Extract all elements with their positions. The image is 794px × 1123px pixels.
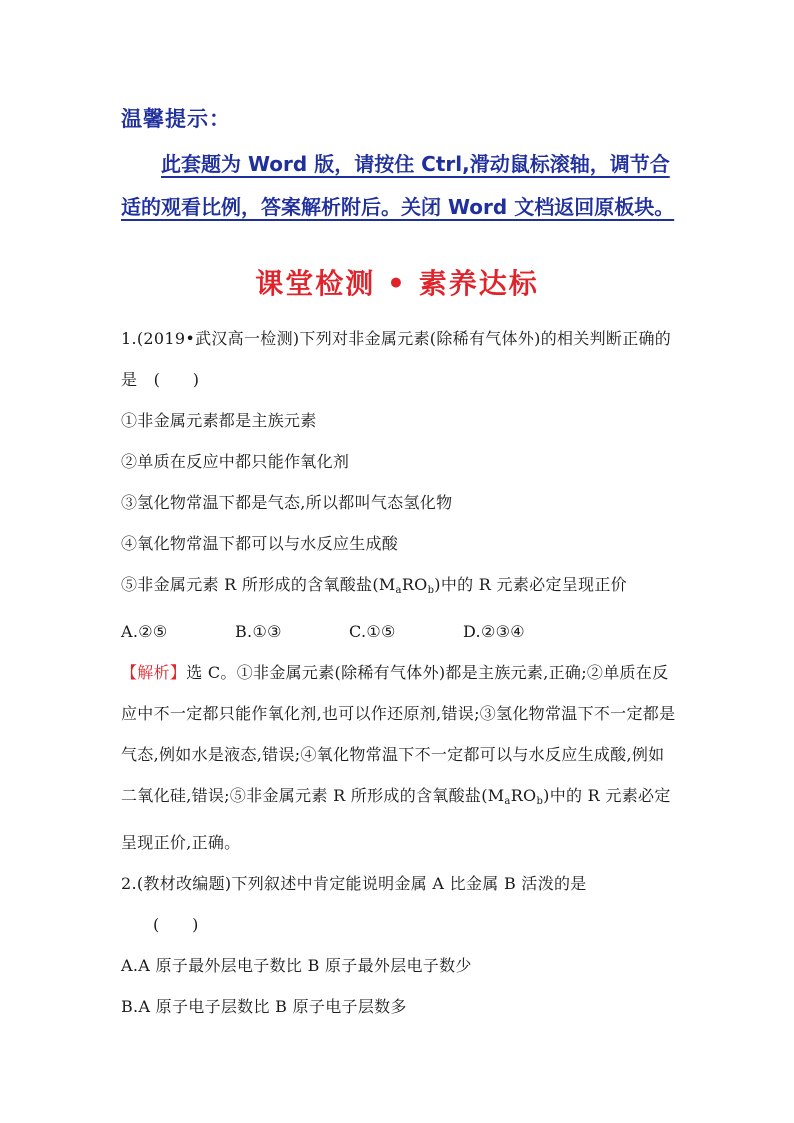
- question-content: [121, 318, 679, 1027]
- s5-sub-b: b: [427, 585, 435, 596]
- analysis-part2: )中的 R 元素必定呈现正价,正确。: [121, 786, 671, 852]
- q2-stem: 2.(教材改编题)下列叙述中肯定能说明金属 A 比金属 B 活泼的是: [121, 874, 587, 893]
- s5-sub-a: a: [395, 585, 402, 596]
- s5-prefix: ⑤非金属元素 R 所形成的含氧酸盐(M: [121, 575, 396, 594]
- section-title: 课堂检测 • 素养达标: [255, 267, 539, 300]
- q2-option-b: B.A 原子电子层数比 B 原子电子层数多: [121, 997, 407, 1016]
- s5-suffix: )中的 R 元素必定呈现正价: [434, 575, 627, 594]
- q1-choice-a: A.②⑤: [121, 622, 168, 641]
- q1-statement-3: ③氢化物常温下都是气态,所以都叫气态氢化物: [121, 493, 453, 512]
- analysis-part1: 选 C。①非金属元素(除稀有气体外)都是主族元素,正确;②单质在反应中不一定都只能作氧化剂,也可以作还原剂,错误;③氢化物常温下不一定都是气态,例如水是液态,错误;④氧化物常温下不一定都可以与水反应生成酸,例如二氧化硅,错误;⑤非金属元素 R 所形成的含氧酸盐(M: [121, 663, 676, 805]
- q1-choices: [121, 611, 679, 652]
- q1-choice-b: B.①③: [235, 622, 282, 641]
- analysis-tag: 【解析】: [121, 663, 187, 682]
- q1-choice-d: D.②③④: [463, 622, 525, 641]
- s5-mid: RO: [401, 575, 428, 594]
- q1-choice-c: C.①⑤: [349, 622, 396, 641]
- q1-statement-2: ②单质在反应中都只能作氧化剂: [121, 452, 350, 471]
- q1-statement-1: ①非金属元素都是主族元素: [121, 411, 317, 430]
- q1-analysis: [121, 652, 679, 863]
- tip-title: 温馨提示：: [121, 107, 231, 131]
- analysis-sub-a: a: [504, 796, 511, 807]
- q2-option-a: A.A 原子最外层电子数比 B 原子最外层电子数少: [121, 956, 472, 975]
- q1-stem: 1.(2019•武汉高一检测)下列对非金属元素(除稀有气体外)的相关判断正确的是 ( ): [121, 329, 672, 389]
- q1-statement-5: [121, 564, 679, 611]
- tip-body: 此套题为 Word 版，请按住 Ctrl,滑动鼠标滚轴，调节合适的观看比例，答案解析附后。关闭 Word 文档返回原板块。: [121, 152, 675, 219]
- analysis-mid: RO: [510, 786, 537, 805]
- q2-blank: ( ): [153, 915, 199, 934]
- analysis-sub-b: b: [536, 796, 544, 807]
- q1-statement-4: ④氧化物常温下都可以与水反应生成酸: [121, 534, 399, 553]
